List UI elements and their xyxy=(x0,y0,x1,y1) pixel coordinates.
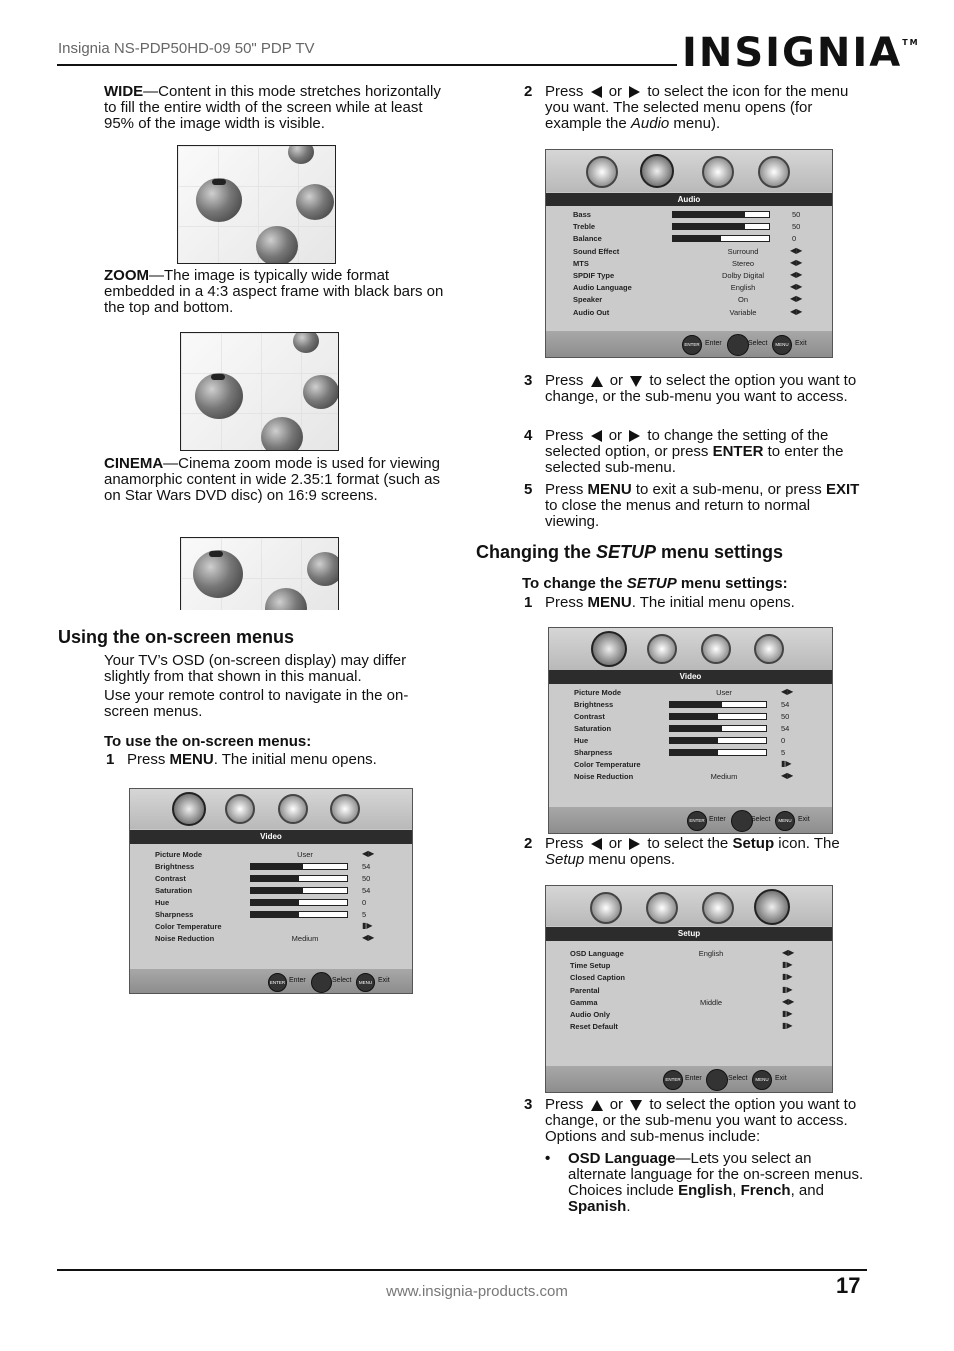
menu-button-icon[interactable]: MENU xyxy=(772,335,792,355)
channel-menu-icon[interactable] xyxy=(702,892,734,924)
up-arrow-icon xyxy=(591,376,603,387)
osd-option-label[interactable]: OSD Language xyxy=(570,949,624,958)
osd-slider-value: 50 xyxy=(781,712,790,721)
osd-option-label[interactable]: Sound Effect xyxy=(573,246,620,256)
step-2-audio: 2 Press or to select the icon for the menu you want. The selected menu opens (for example the Audio menu). xyxy=(524,83,849,132)
osd-slider-value: 0 xyxy=(792,234,797,244)
bullet-osd-language: • OSD Language—Lets you select an alternate language for the on-screen menus. Choices include English, French, and Spanish. xyxy=(545,1150,864,1215)
intro-text-1: Your TV’s OSD (on-screen display) may differ slightly from that shown in this manual. xyxy=(104,652,407,685)
submenu-enter-icon: ▮▶ xyxy=(782,972,793,982)
header-title: Insignia NS-PDP50HD-09 50" PDP TV xyxy=(58,40,315,57)
setup-step-1: 1 Press MENU. The initial menu opens. xyxy=(524,594,795,611)
left-arrow-icon xyxy=(591,838,602,850)
osd-option-label[interactable]: Saturation xyxy=(155,886,193,895)
exit-label: Exit xyxy=(795,340,807,347)
osd-slider[interactable] xyxy=(672,211,770,218)
osd-slider[interactable] xyxy=(669,737,767,744)
osd-option-label[interactable]: Gamma xyxy=(570,997,598,1007)
osd-option-label[interactable]: Hue xyxy=(155,898,170,907)
osd-option-value: User xyxy=(297,850,313,859)
osd-option-label[interactable]: Hue xyxy=(574,736,589,745)
submenu-enter-icon: ▮▶ xyxy=(362,921,373,930)
select-label: Select xyxy=(332,977,352,984)
left-right-arrow-icon: ◀▶ xyxy=(790,245,803,255)
osd-option-value: User xyxy=(716,688,732,697)
enter-label: Enter xyxy=(685,1075,702,1082)
section-title-onscreen-menus: Using the on-screen menus xyxy=(58,627,295,647)
osd-slider[interactable] xyxy=(250,899,348,906)
audio-menu-icon[interactable] xyxy=(225,794,255,824)
osd-option-label[interactable]: Brightness xyxy=(574,700,614,709)
osd-slider-value: 50 xyxy=(792,222,801,232)
video-menu-icon[interactable] xyxy=(590,892,622,924)
osd-menu-title: Video xyxy=(130,830,412,844)
osd-slider-value: 54 xyxy=(362,862,371,871)
setup-procedure-title: To change the SETUP menu settings: xyxy=(522,575,788,592)
osd-option-label[interactable]: Audio Only xyxy=(570,1010,610,1019)
osd-slider-value: 50 xyxy=(362,874,371,883)
dpad-icon[interactable] xyxy=(311,972,332,993)
left-right-arrow-icon: ◀▶ xyxy=(362,849,375,858)
left-right-arrow-icon: ◀▶ xyxy=(782,948,795,957)
osd-slider[interactable] xyxy=(250,875,348,882)
submenu-enter-icon: ▮▶ xyxy=(782,1009,793,1018)
osd-slider-value: 5 xyxy=(362,910,367,919)
cinema-description: CINEMA—Cinema zoom mode is used for viewing anamorphic content in wide 2.35:1 format (such as on Star Wars DVD disc) on 16:9 screens. xyxy=(104,455,441,504)
osd-video-menu-2 xyxy=(548,627,833,834)
footer-rule xyxy=(57,1269,867,1271)
left-right-arrow-icon: ◀▶ xyxy=(781,687,794,696)
header-rule xyxy=(57,64,677,66)
exit-label: Exit xyxy=(378,977,390,984)
menu-button-icon[interactable]: MENU xyxy=(356,973,375,992)
osd-option-label[interactable]: Time Setup xyxy=(570,961,611,971)
osd-audio-menu xyxy=(545,149,833,358)
step-4: 4 Press or to change the setting of the selected option, or press ENTER to enter the selected sub-menu. xyxy=(524,427,844,476)
osd-option-label[interactable]: Color Temperature xyxy=(574,760,641,769)
osd-option-label[interactable]: Noise Reduction xyxy=(155,934,215,943)
enter-button-icon[interactable]: ENTER xyxy=(268,973,287,992)
step-1-left: 1 Press MENU. The initial menu opens. xyxy=(106,751,377,768)
dpad-icon[interactable] xyxy=(706,1069,728,1091)
dpad-icon[interactable] xyxy=(731,810,753,832)
osd-slider-value: 54 xyxy=(781,724,790,733)
setup-menu-icon[interactable] xyxy=(754,889,790,925)
osd-option-value: Medium xyxy=(291,934,319,943)
osd-option-value: Surround xyxy=(727,246,759,256)
right-arrow-icon xyxy=(629,86,640,98)
setup-step-3: 3 Press or to select the option you want to change, or the sub-menu you want to access. Options and sub-menus include: xyxy=(524,1096,857,1145)
osd-slider[interactable] xyxy=(672,235,770,242)
osd-option-value: English xyxy=(730,283,756,293)
zoom-description: ZOOM—The image is typically wide format embedded in a 4:3 aspect frame with black bars on the top and bottom. xyxy=(104,267,444,316)
osd-slider[interactable] xyxy=(250,911,348,918)
menu-button-icon[interactable]: MENU xyxy=(752,1070,772,1090)
osd-option-label[interactable]: Speaker xyxy=(573,295,603,305)
osd-option-label[interactable]: Audio Out xyxy=(573,307,610,317)
setup-menu-icon[interactable] xyxy=(754,634,784,664)
osd-option-label[interactable]: Brightness xyxy=(155,862,195,871)
osd-option-label[interactable]: SPDIF Type xyxy=(573,271,615,280)
osd-slider-value: 50 xyxy=(792,210,801,219)
setup-menu-icon[interactable] xyxy=(758,156,790,188)
left-arrow-icon xyxy=(591,86,602,98)
left-right-arrow-icon: ◀▶ xyxy=(790,294,803,304)
wide-example-image xyxy=(177,145,336,264)
procedure-title: To use the on-screen menus: xyxy=(104,733,312,750)
osd-option-label[interactable]: Reset Default xyxy=(570,1022,618,1032)
zoom-example-image xyxy=(180,332,339,451)
osd-setup-menu xyxy=(545,885,833,1093)
osd-slider[interactable] xyxy=(250,887,348,894)
section-title-setup: Changing the SETUP menu settings xyxy=(476,542,784,562)
insignia-logo: INSIGNIA™ xyxy=(682,30,920,76)
enter-label: Enter xyxy=(289,977,306,984)
osd-option-label[interactable]: MTS xyxy=(573,258,589,268)
osd-slider-value: 54 xyxy=(781,700,790,709)
enter-button-icon[interactable]: ENTER xyxy=(687,811,707,831)
channel-menu-icon[interactable] xyxy=(278,794,308,824)
dpad-icon[interactable] xyxy=(727,334,749,356)
exit-label: Exit xyxy=(798,816,810,823)
osd-option-label[interactable]: Saturation xyxy=(574,724,612,733)
select-label: Select xyxy=(748,340,768,347)
down-arrow-icon xyxy=(630,376,642,387)
osd-slider-value: 5 xyxy=(781,748,786,757)
video-menu-icon[interactable] xyxy=(586,156,618,188)
osd-slider[interactable] xyxy=(669,749,767,756)
osd-menu-title: Setup xyxy=(546,927,832,941)
submenu-enter-icon: ▮▶ xyxy=(782,984,793,994)
submenu-enter-icon: ▮▶ xyxy=(782,960,793,970)
left-right-arrow-icon: ◀▶ xyxy=(790,282,803,292)
osd-slider-value: 0 xyxy=(362,898,367,907)
channel-menu-icon[interactable] xyxy=(701,634,731,664)
osd-option-label[interactable]: Color Temperature xyxy=(155,922,222,931)
audio-menu-icon[interactable] xyxy=(647,634,677,664)
osd-option-label[interactable]: Noise Reduction xyxy=(574,772,634,781)
enter-button-icon[interactable]: ENTER xyxy=(682,335,702,355)
osd-slider-value: 0 xyxy=(781,736,786,745)
osd-option-value: Variable xyxy=(729,307,757,317)
step-3: 3 Press or to select the option you want to change, or the sub-menu you want to access. xyxy=(524,372,857,405)
osd-option-label[interactable]: Audio Language xyxy=(573,283,632,293)
select-label: Select xyxy=(751,816,771,823)
select-label: Select xyxy=(728,1075,748,1082)
osd-option-label[interactable]: Picture Mode xyxy=(574,688,622,697)
osd-option-label[interactable]: Contrast xyxy=(155,874,186,883)
intro-text-2: Use your remote control to navigate in the on-screen menus. xyxy=(104,687,409,720)
setup-step-2: 2 Press or to select the Setup icon. The Setup menu opens. xyxy=(524,835,840,868)
enter-button-icon[interactable]: ENTER xyxy=(663,1070,683,1090)
menu-button-icon[interactable]: MENU xyxy=(775,811,795,831)
osd-slider[interactable] xyxy=(250,863,348,870)
osd-slider[interactable] xyxy=(672,223,770,230)
osd-slider-value: 54 xyxy=(362,886,371,895)
audio-menu-icon[interactable] xyxy=(646,892,678,924)
osd-option-label[interactable]: Parental xyxy=(570,985,600,995)
audio-menu-icon[interactable] xyxy=(640,154,674,188)
channel-menu-icon[interactable] xyxy=(702,156,734,188)
osd-slider[interactable] xyxy=(669,713,767,720)
osd-option-value: Stereo xyxy=(731,258,755,268)
osd-slider[interactable] xyxy=(669,701,767,708)
left-right-arrow-icon: ◀▶ xyxy=(781,771,794,780)
setup-menu-icon[interactable] xyxy=(330,794,360,824)
osd-option-value: Dolby Digital xyxy=(721,271,765,280)
osd-slider[interactable] xyxy=(669,725,767,732)
osd-option-label[interactable]: Balance xyxy=(573,234,602,244)
cinema-example-image xyxy=(180,537,339,610)
osd-option-value: Middle xyxy=(699,997,723,1007)
left-right-arrow-icon: ◀▶ xyxy=(790,270,803,279)
osd-option-label[interactable]: Closed Caption xyxy=(570,973,626,983)
osd-option-value: English xyxy=(698,949,724,958)
osd-menu-title: Video xyxy=(549,670,832,684)
down-arrow-icon xyxy=(630,1100,642,1111)
left-right-arrow-icon: ◀▶ xyxy=(362,933,375,942)
osd-video-menu xyxy=(129,788,413,994)
enter-label: Enter xyxy=(705,340,722,347)
up-arrow-icon xyxy=(591,1100,603,1111)
osd-option-label[interactable]: Contrast xyxy=(574,712,605,721)
osd-option-label[interactable]: Sharpness xyxy=(155,910,194,919)
footer-url: www.insignia-products.com xyxy=(386,1283,568,1300)
video-menu-icon[interactable] xyxy=(591,631,627,667)
left-right-arrow-icon: ◀▶ xyxy=(790,306,803,316)
left-arrow-icon xyxy=(591,430,602,442)
step-5: 5 Press MENU to exit a sub-menu, or press EXIT to close the menus and return to normal viewing. xyxy=(524,481,860,530)
right-arrow-icon xyxy=(629,838,640,850)
osd-option-label[interactable]: Treble xyxy=(573,222,596,232)
video-menu-icon[interactable] xyxy=(172,792,206,826)
left-right-arrow-icon: ◀▶ xyxy=(790,257,803,267)
wide-description: WIDE—Content in this mode stretches horizontally to fill the entire width of the screen while at least 95% of the image width is visible. xyxy=(104,83,441,132)
right-arrow-icon xyxy=(629,430,640,442)
submenu-enter-icon: ▮▶ xyxy=(782,1021,793,1031)
submenu-enter-icon: ▮▶ xyxy=(781,759,792,768)
osd-menu-title: Audio xyxy=(546,193,832,206)
left-right-arrow-icon: ◀▶ xyxy=(782,996,795,1006)
osd-option-label[interactable]: Bass xyxy=(573,210,591,219)
osd-option-value: Medium xyxy=(710,772,738,781)
osd-option-label[interactable]: Sharpness xyxy=(574,748,613,757)
osd-option-value: On xyxy=(737,295,748,305)
exit-label: Exit xyxy=(775,1075,787,1082)
page-number: 17 xyxy=(836,1273,861,1298)
enter-label: Enter xyxy=(709,816,726,823)
osd-option-label[interactable]: Picture Mode xyxy=(155,850,203,859)
